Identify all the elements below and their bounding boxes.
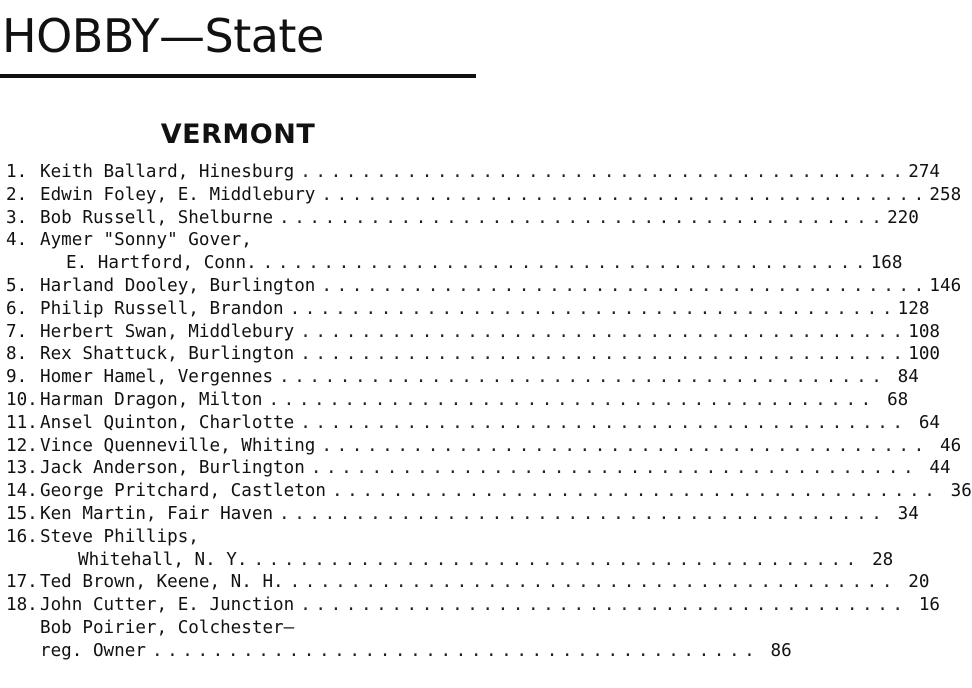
points-value: 34 — [897, 503, 919, 524]
entrant-location: E. Hartford, Conn. — [66, 253, 257, 274]
list-item — [6, 526, 443, 549]
entrant-name: Vince Quenneville, Whiting — [40, 435, 316, 456]
entrant-role: reg. Owner — [40, 640, 146, 661]
rank-number: 15. — [6, 503, 38, 524]
leader-dots — [321, 184, 921, 207]
standings-list — [6, 161, 972, 663]
list-item — [6, 480, 972, 503]
list-item — [6, 389, 909, 412]
entrant-name: Ansel Quinton, Charlotte — [40, 412, 295, 433]
points-value: 84 — [897, 367, 919, 388]
leader-dots — [263, 252, 863, 275]
section-heading: VERMONT — [160, 119, 316, 150]
leader-dots — [300, 321, 900, 344]
list-item — [6, 275, 962, 298]
points-value: 46 — [940, 435, 962, 456]
list-item — [6, 366, 919, 389]
leader-dots — [300, 161, 900, 184]
entrant-location: Whitehall, N. Y. — [78, 549, 248, 570]
points-value: 108 — [908, 321, 941, 342]
leader-dots — [321, 435, 921, 458]
list-item — [6, 184, 962, 207]
points-value: 100 — [908, 344, 941, 365]
entrant-name: Philip Russell, Brandon — [40, 298, 284, 319]
entrant-name: George Pritchard, Castleton — [40, 481, 326, 502]
list-item — [6, 412, 941, 435]
rank-number: 13. — [6, 458, 38, 479]
leader-dots — [300, 594, 900, 617]
entrant-name: Harman Dragon, Milton — [40, 389, 263, 410]
title-divider — [0, 74, 476, 78]
points-value: 20 — [908, 572, 930, 593]
points-value: 16 — [918, 595, 941, 616]
entrant-name: John Cutter, E. Junction — [40, 595, 295, 616]
leader-dots — [321, 275, 921, 298]
list-item — [6, 161, 941, 184]
rank-number: 8. — [6, 344, 28, 365]
rank-number: 16. — [6, 526, 38, 547]
entrant-name: Ken Martin, Fair Haven — [40, 503, 274, 524]
list-item — [6, 435, 962, 458]
list-item — [6, 617, 443, 640]
list-item-continuation — [6, 640, 792, 663]
list-item — [6, 503, 919, 526]
leader-dots — [279, 207, 879, 230]
leader-dots — [290, 298, 890, 321]
entrant-name: Keith Ballard, Hinesburg — [40, 162, 295, 182]
points-value: 68 — [887, 389, 909, 410]
rank-number: 7. — [6, 321, 28, 342]
entrant-name: Bob Poirier, Colchester— — [40, 617, 295, 638]
points-value: 28 — [872, 549, 894, 570]
list-item-continuation — [6, 252, 903, 275]
rank-number: 18. — [6, 595, 38, 616]
entrant-name: Bob Russell, Shelburne — [40, 207, 274, 228]
page-title: HOBBY—State — [2, 9, 324, 63]
rank-number: 5. — [6, 275, 28, 296]
list-item — [6, 229, 443, 252]
entrant-name: Ted Brown, Keene, N. H. — [40, 572, 284, 593]
points-value: 44 — [929, 458, 951, 479]
rank-number: 3. — [6, 207, 28, 228]
leader-dots — [332, 480, 932, 503]
points-value: 36 — [950, 481, 972, 502]
points-value: 86 — [770, 640, 792, 661]
leader-dots — [300, 412, 900, 435]
entrant-name: Homer Hamel, Vergennes — [40, 367, 274, 388]
points-value: 220 — [887, 207, 919, 228]
rank-number: 1. — [6, 162, 28, 182]
leader-dots — [300, 343, 900, 366]
entrant-name: Jack Anderson, Burlington — [40, 458, 305, 479]
list-item — [6, 457, 951, 480]
rank-number: 14. — [6, 481, 38, 502]
list-item — [6, 321, 941, 344]
list-item — [6, 571, 930, 594]
rank-number: 9. — [6, 367, 28, 388]
rank-number: 11. — [6, 412, 38, 433]
entrant-name: Aymer "Sonny" Gover, — [40, 230, 252, 251]
list-item-continuation — [6, 549, 894, 572]
list-item — [6, 343, 941, 366]
leader-dots — [290, 571, 890, 594]
rank-number: 17. — [6, 572, 38, 593]
list-item — [6, 207, 919, 230]
rank-number: 6. — [6, 298, 28, 319]
leader-dots — [152, 640, 752, 663]
leader-dots — [268, 389, 868, 412]
entrant-name: Herbert Swan, Middlebury — [40, 321, 295, 342]
rank-number: 2. — [6, 184, 28, 205]
entrant-name: Harland Dooley, Burlington — [40, 275, 316, 296]
points-value: 128 — [897, 298, 930, 319]
points-value: 146 — [929, 275, 962, 296]
entrant-name: Edwin Foley, E. Middlebury — [40, 184, 316, 205]
leader-dots — [311, 457, 911, 480]
points-value: 168 — [870, 253, 903, 274]
points-value: 64 — [918, 412, 941, 433]
leader-dots — [253, 549, 853, 572]
points-value: 274 — [908, 162, 941, 182]
rank-number: 4. — [6, 230, 28, 251]
list-item — [6, 298, 930, 321]
rank-number: 12. — [6, 435, 38, 456]
leader-dots — [279, 503, 879, 526]
leader-dots — [279, 366, 879, 389]
rank-number: 10. — [6, 389, 38, 410]
points-value: 258 — [929, 184, 962, 205]
list-item — [6, 594, 941, 617]
entrant-name: Rex Shattuck, Burlington — [40, 344, 295, 365]
entrant-name: Steve Phillips, — [40, 526, 199, 547]
